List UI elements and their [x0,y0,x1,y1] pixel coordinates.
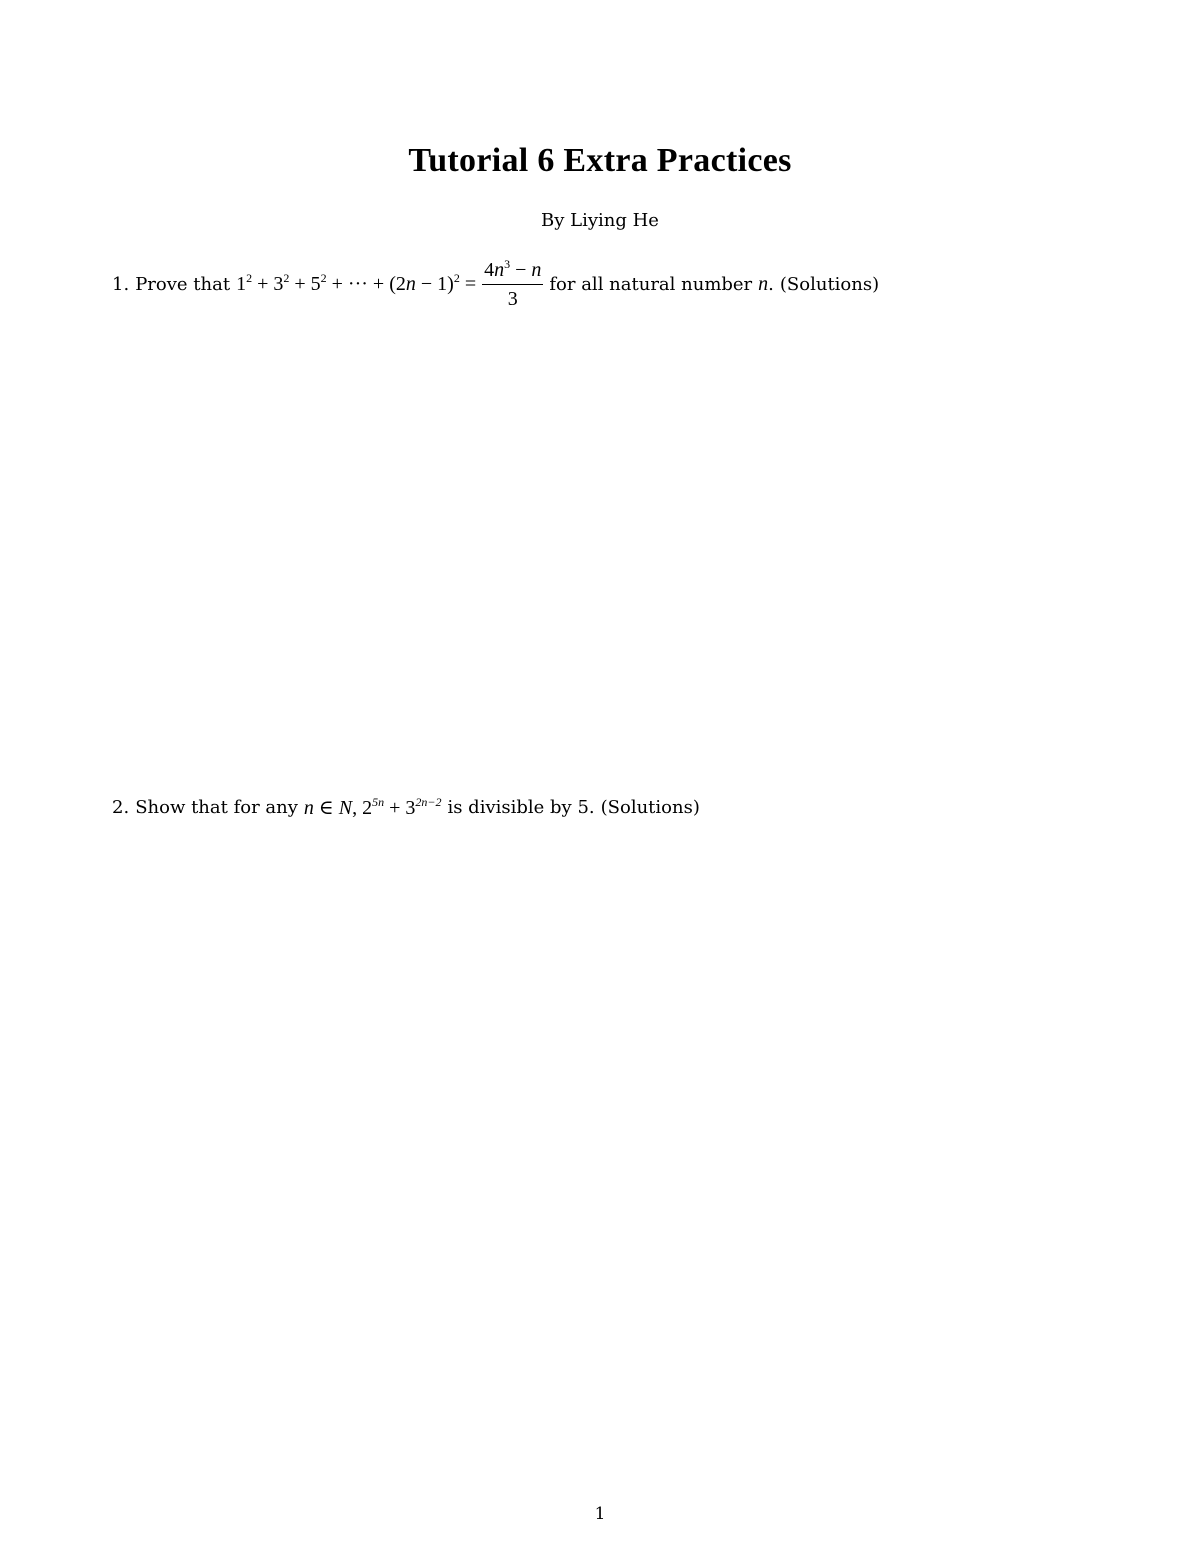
sum-term-2-exp: 2 [283,270,290,285]
numerator-exp: 3 [504,256,511,271]
minus-sign: − [510,258,532,281]
problem-1 [112,256,879,312]
author-line: By Liying He [541,210,659,231]
last-term-close: − 1) [415,272,454,295]
solutions-link-1[interactable]: (Solutions) [779,273,880,295]
page-number: 1 [594,1504,606,1524]
variable-n: n [405,272,416,295]
ellipsis: ··· [347,272,368,295]
term-1-base: 2 [362,796,373,819]
problem-2-expression [304,795,442,820]
sum-term-3-base: 5 [310,272,321,295]
variable-n: n [303,796,314,819]
fraction-denominator: 3 [507,287,518,310]
solutions-link-2[interactable]: (Solutions) [600,796,700,818]
term-2-exp: 2n−2 [415,794,442,809]
set-N: N [338,796,353,819]
variable-n: n [758,272,769,295]
numerator-coefficient: 4 [484,258,495,281]
plus-sign: + [331,272,343,295]
plus-sign: + [389,796,401,819]
problem-1-tail: for all natural number [549,273,753,295]
plus-sign: + [294,272,306,295]
sum-term-2-base: 3 [273,272,284,295]
period: . [768,273,774,295]
plus-sign: + [257,272,269,295]
fraction [482,256,543,310]
equals-sign: = [464,272,477,295]
problem-1-lead: Prove that [135,273,231,295]
last-term-exp: 2 [453,270,460,285]
sum-term-1-exp: 2 [246,270,253,285]
problem-2-number: 2. [112,796,130,818]
variable-n: n [494,258,505,281]
term-2-base: 3 [405,796,416,819]
problem-1-sum [236,270,477,296]
variable-n: n [531,258,542,281]
problem-2 [112,794,700,820]
fraction-numerator [482,256,543,285]
problem-2-tail: is divisible by 5. [447,796,595,818]
comma: , [352,796,358,819]
element-of-symbol: ∈ [318,796,334,819]
sum-term-1-base: 1 [236,272,247,295]
last-term-open: (2 [389,272,406,295]
page-title: Tutorial 6 Extra Practices [408,142,792,179]
sum-term-3-exp: 2 [320,270,327,285]
term-1-exp: 5n [372,794,385,809]
problem-2-lead: Show that for any [135,796,298,818]
problem-1-number: 1. [112,273,130,295]
plus-sign: + [372,272,385,295]
